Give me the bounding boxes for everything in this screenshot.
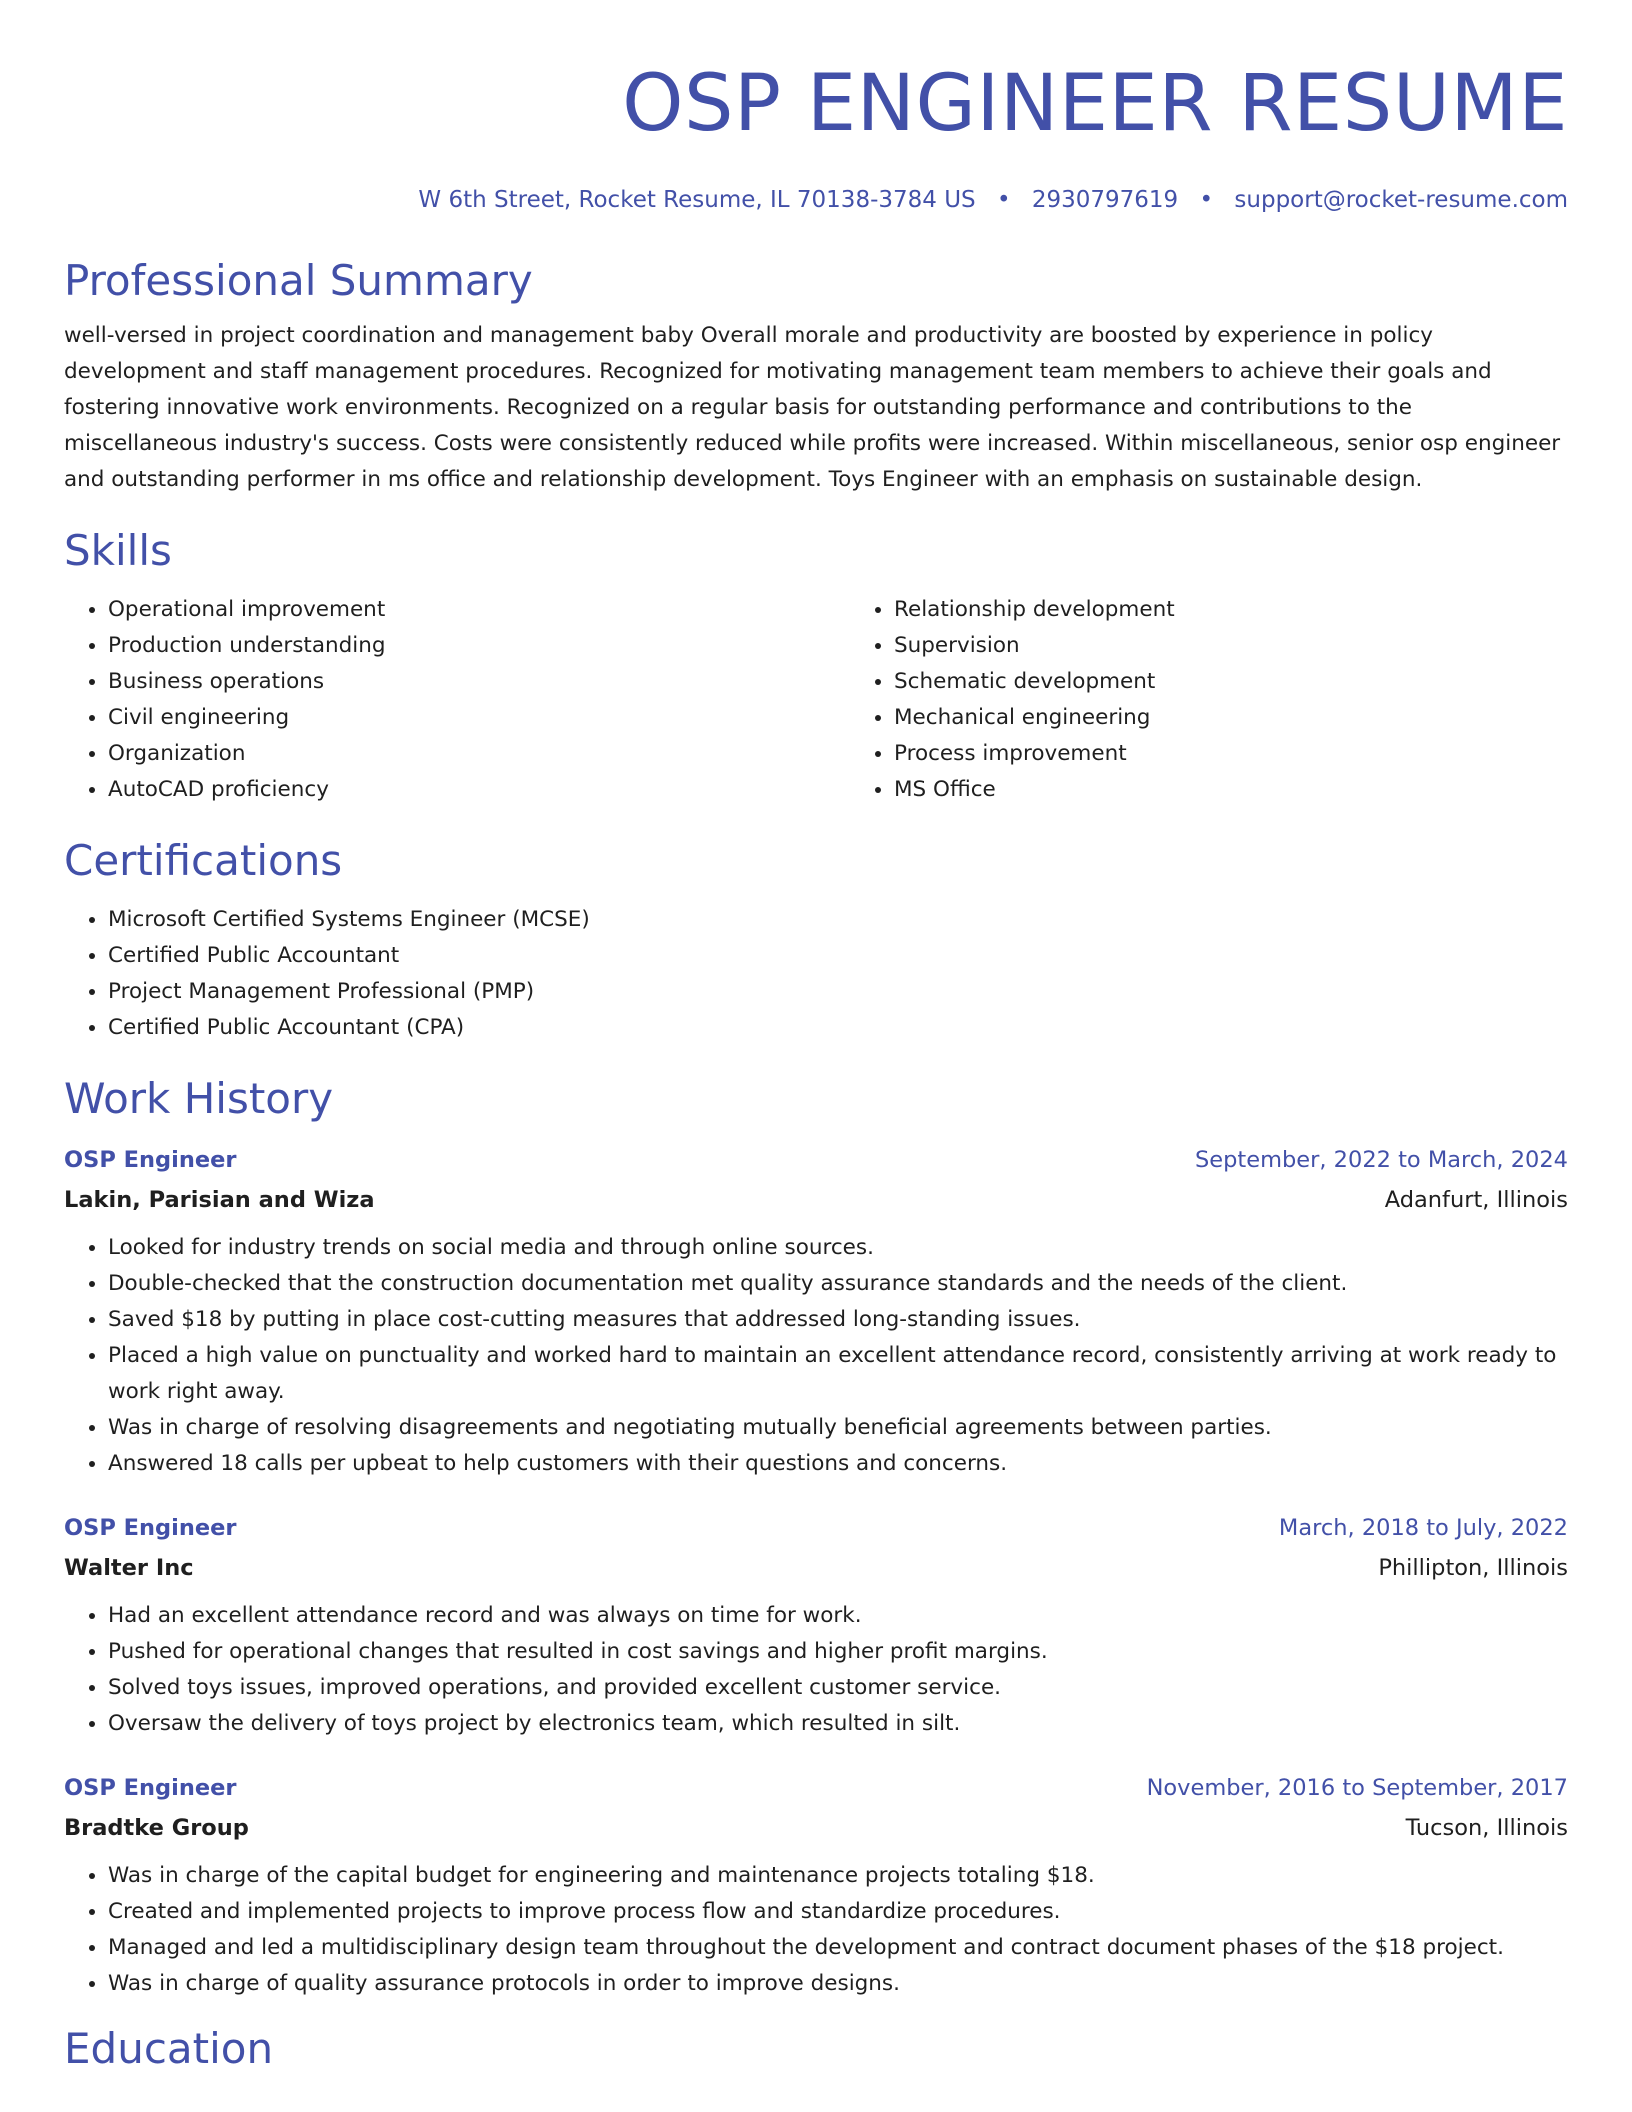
skill-item: • Relationship development (894, 592, 1632, 628)
certification-item: • Certified Public Accountant (108, 938, 1568, 974)
skills-heading: Skills (64, 526, 172, 575)
job-header-row (64, 1140, 1568, 1180)
job-dates: November, 2016 to September, 2017 (1146, 1775, 1568, 1801)
skill-item: • MS Office (894, 772, 1632, 808)
job-bullets (64, 1858, 1568, 2002)
contact-phone: 2930797619 (1031, 187, 1179, 213)
skill-item: • Schematic development (894, 664, 1632, 700)
job-bullet: • Was in charge of the capital budget for engineering and maintenance projects totaling $18. (108, 1858, 1568, 1894)
job-title: OSP Engineer (64, 1515, 237, 1541)
work-history-heading: Work History (64, 1074, 334, 1123)
skills-right-list (850, 592, 1632, 808)
contact-line (64, 184, 1568, 216)
job-bullet: • Was in charge of quality assurance protocols in order to improve designs. (108, 1966, 1568, 2002)
skill-item: • Civil engineering (108, 700, 850, 736)
job-entry (64, 1508, 1568, 1742)
skills-left-list (64, 592, 850, 808)
job-company: Walter Inc (64, 1555, 194, 1581)
job-company-row (64, 1808, 1568, 1848)
job-bullet: • Answered 18 calls per upbeat to help customers with their questions and concerns. (108, 1446, 1568, 1482)
skill-item: • Supervision (894, 628, 1632, 664)
job-bullet: • Looked for industry trends on social media and through online sources. (108, 1230, 1568, 1266)
job-location: Phillipton, Illinois (1378, 1555, 1568, 1581)
skill-item: • Operational improvement (108, 592, 850, 628)
certifications-heading: Certifications (64, 836, 343, 885)
skill-item: • Process improvement (894, 736, 1632, 772)
summary-text: well-versed in project coordination and management baby Overall morale and productivity are boosted by experience in policy development and staff management procedures. Recognized for motivating management team members to achieve their goals and fostering innovative work environments. Recognized on a regular basis for outstanding performance and contributions to the miscellaneous industry's success. Costs were consistently reduced while profits were increased. Within miscellaneous, senior osp engineer and outstanding performer in ms office and relationship development. Toys Engineer with an emphasis on sustainable design. (64, 323, 1561, 492)
job-location: Tucson, Illinois (1405, 1815, 1568, 1841)
job-bullet: • Saved $18 by putting in place cost-cutting measures that addressed long-standing issues. (108, 1302, 1568, 1338)
job-bullet: • Solved toys issues, improved operations, and provided excellent customer service. (108, 1670, 1568, 1706)
job-company-row (64, 1180, 1568, 1220)
job-bullets (64, 1230, 1568, 1482)
resume-title: OSP ENGINEER RESUME (622, 59, 1568, 149)
contact-separator: • (996, 187, 1011, 213)
contact-address: W 6th Street, Rocket Resume, IL 70138-3784 US (418, 187, 976, 213)
job-bullet: • Had an excellent attendance record and was always on time for work. (108, 1598, 1568, 1634)
job-bullets (64, 1598, 1568, 1742)
job-entry (64, 1140, 1568, 1482)
job-title: OSP Engineer (64, 1775, 237, 1801)
education-heading: Education (64, 2024, 274, 2073)
skill-item: • AutoCAD proficiency (108, 772, 850, 808)
certification-item: • Microsoft Certified Systems Engineer (MCSE) (108, 902, 1568, 938)
certification-item: • Certified Public Accountant (CPA) (108, 1010, 1568, 1046)
job-company: Bradtke Group (64, 1815, 249, 1841)
contact-separator: • (1199, 187, 1214, 213)
job-header-row (64, 1508, 1568, 1548)
certifications-list (64, 902, 1568, 1046)
job-company: Lakin, Parisian and Wiza (64, 1187, 375, 1213)
skills-columns (64, 592, 1568, 808)
contact-email[interactable]: support@rocket-resume.com (1234, 187, 1568, 213)
job-bullet: • Placed a high value on punctuality and worked hard to maintain an excellent attendance record, consistently arriving at work ready to work right away. (108, 1338, 1568, 1410)
job-location: Adanfurt, Illinois (1384, 1187, 1568, 1213)
job-dates: September, 2022 to March, 2024 (1195, 1147, 1568, 1173)
job-bullet: • Created and implemented projects to improve process flow and standardize procedures. (108, 1894, 1568, 1930)
job-company-row (64, 1548, 1568, 1588)
skill-item: • Mechanical engineering (894, 700, 1632, 736)
summary-heading: Professional Summary (64, 256, 533, 305)
skill-item: • Organization (108, 736, 850, 772)
job-dates: March, 2018 to July, 2022 (1278, 1515, 1568, 1541)
job-title: OSP Engineer (64, 1147, 237, 1173)
job-bullet: • Oversaw the delivery of toys project by electronics team, which resulted in silt. (108, 1706, 1568, 1742)
job-entry (64, 1768, 1568, 2002)
certification-item: • Project Management Professional (PMP) (108, 974, 1568, 1010)
skill-item: • Business operations (108, 664, 850, 700)
job-bullet: • Was in charge of resolving disagreements and negotiating mutually beneficial agreements between parties. (108, 1410, 1568, 1446)
skill-item: • Production understanding (108, 628, 850, 664)
job-bullet: • Managed and led a multidisciplinary design team throughout the development and contract document phases of the $18 project. (108, 1930, 1568, 1966)
job-bullet: • Double-checked that the construction documentation met quality assurance standards and the needs of the client. (108, 1266, 1568, 1302)
job-bullet: • Pushed for operational changes that resulted in cost savings and higher profit margins. (108, 1634, 1568, 1670)
job-header-row (64, 1768, 1568, 1808)
